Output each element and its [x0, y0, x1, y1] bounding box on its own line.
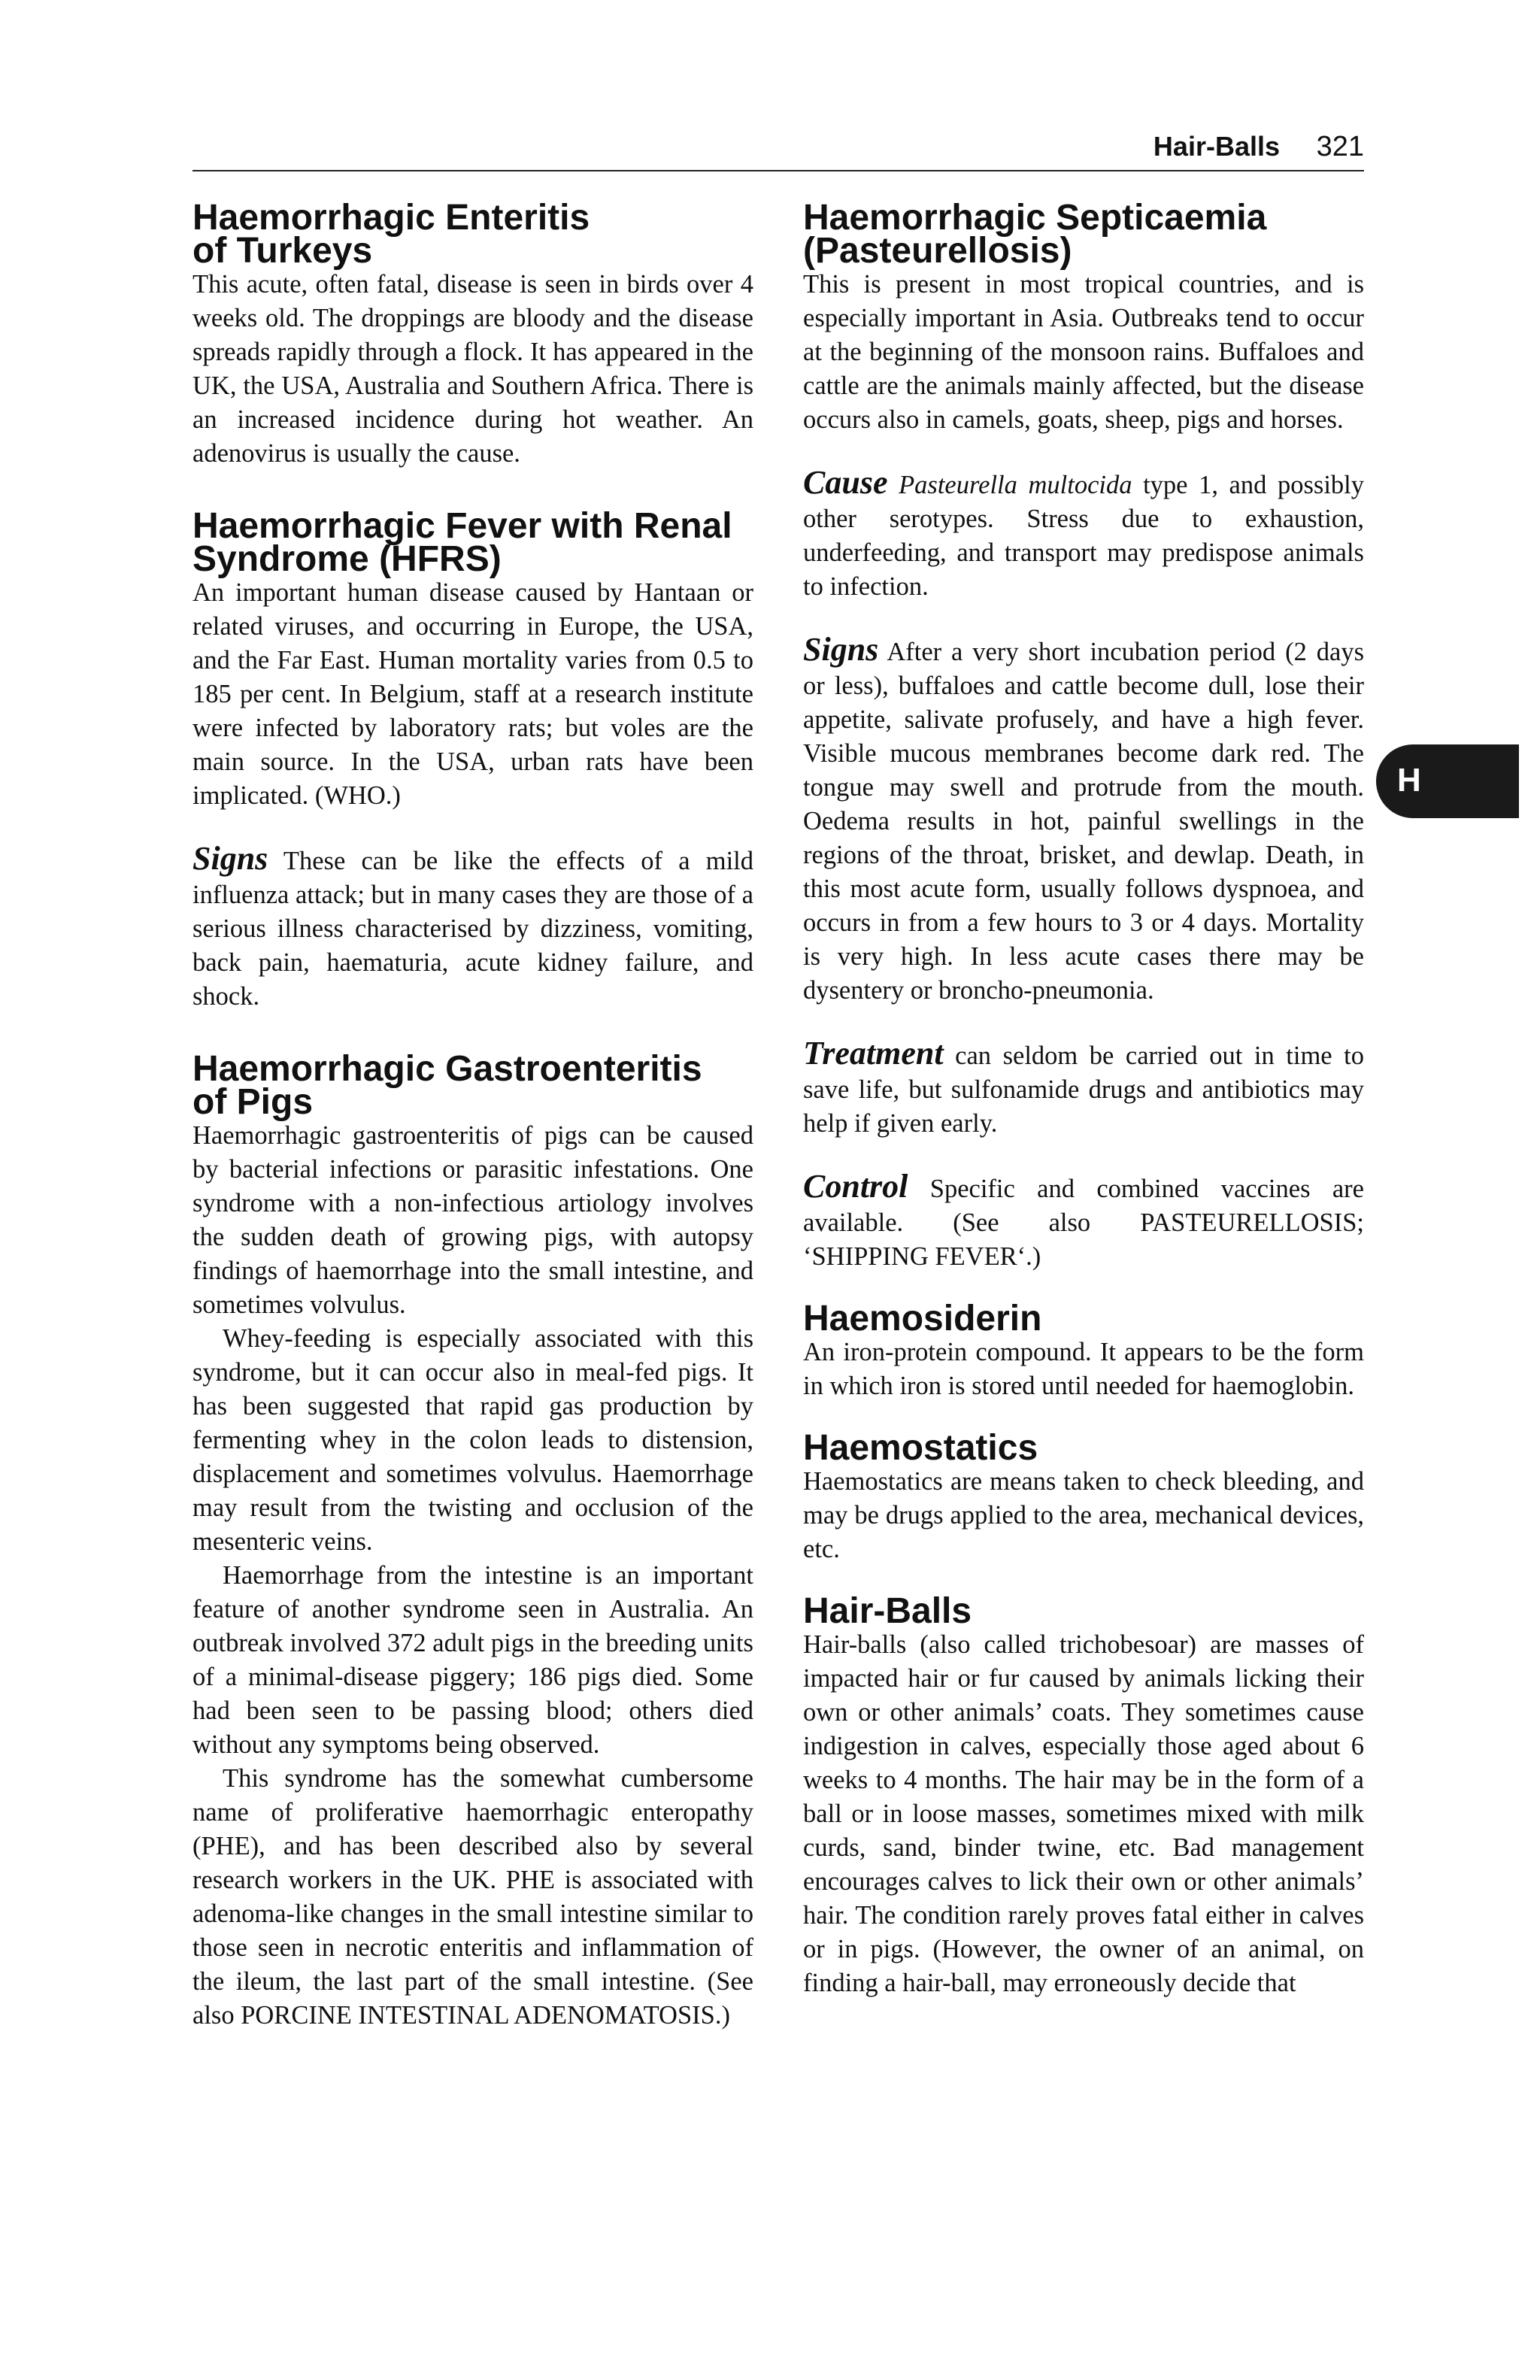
subheading-signs: Signs	[192, 840, 268, 877]
signs-text: After a very short incubation period (2 days or less), buffaloes and cattle become dull, lose their appetite, salivate profusely, and have a high fever. Visible mucous membranes become dark red. The tongue may swell and protrude from the mouth. Oedema results in hot, painful swellings in the regions of the throat, brisket, and dewlap. Death, in this most acute form, usually follows dyspnoea, and occurs in from a few hours to 3 or 4 days. Mortality is very high. In less acute cases there may be dysentery or broncho-pneumonia.	[803, 638, 1364, 1005]
cross-reference: PORCINE INTESTINAL ADENOMATOSIS	[234, 2001, 715, 2030]
entry-title-gastroenteritis	[192, 1049, 753, 1122]
gastro-p4-end: .)	[714, 2001, 730, 2030]
entry-body-hfrs: An important human disease caused by Hantaan or related viruses, and occurring in Europe, the USA, and the Far East. Human mortality varies from 0.5 to 185 per cent. In Belgium, staff at a research institute were infected by laboratory rats; but voles are the main source. In the USA, urban rats have been implicated. (WHO.)	[192, 578, 753, 810]
gastro-paragraph-1: Haemorrhagic gastroenteritis of pigs can be caused by bacterial infections or parasitic infestations. One syndrome with a non-infectious artiology involves the sudden death of growing pigs, with autopsy findings of haemorrhage into the small intestine, and sometimes volvulus.	[192, 1121, 753, 1319]
thumb-index-tab	[1376, 744, 1519, 818]
organism-name: Pasteurella multocida	[899, 471, 1132, 499]
hfrs-signs-paragraph	[192, 841, 753, 1014]
entry-title-hair-balls: Hair-Balls	[803, 1591, 972, 1631]
running-head	[192, 128, 1364, 171]
thumb-tab-letter: H	[1397, 762, 1421, 799]
subheading-signs: Signs	[803, 631, 879, 668]
entry-body-haemostatics: Haemostatics are means taken to check bleeding, and may be drugs applied to the area, mechanical devices, etc.	[803, 1467, 1364, 1563]
control-text: Specific and combined vaccines are available. (	[803, 1175, 1364, 1237]
entry-title-line: of Pigs	[192, 1082, 314, 1122]
entry-title-hfrs	[192, 506, 753, 579]
entry-title-line: (Pasteurellosis)	[803, 231, 1072, 271]
gastro-paragraph-4	[192, 1762, 753, 2033]
treatment-text: can seldom be carried out in time to save life, but sulfonamide drugs and antibiotics may help if given early.	[803, 1041, 1364, 1138]
entry-title-enteritis	[192, 198, 753, 271]
page-number: 321	[1316, 131, 1364, 162]
gastro-paragraph-2: Whey-feeding is especially associated with this syndrome, but it can occur also in meal-fed pigs. It has been suggested that rapid gas production by fermenting whey in the colon leads to distension, displacement and sometimes volvulus. Haemorrhage may result from the twisting and occlusion of the mesenteric veins.	[192, 1324, 753, 1556]
septicaemia-signs-paragraph	[803, 632, 1364, 1008]
subheading-control: Control	[803, 1168, 908, 1205]
see-also-label: See also	[192, 1967, 753, 2030]
entry-body-hair-balls: Hair-balls (also called trichobesoar) are masses of impacted hair or fur caused by animals licking their own or other animals’ coats. They sometimes cause indigestion in calves, especially those aged about 6 weeks to 4 months. The hair may be in the form of a ball or in loose masses, sometimes mixed with milk curds, sand, binder twine, etc. Bad management encourages calves to lick their own or other animals’ hair. The condition rarely proves fatal either in calves or in pigs. (However, the owner of an animal, on finding a hair-ball, may erroneously decide that	[803, 1630, 1364, 1997]
entry-title-septicaemia	[803, 198, 1364, 271]
entry-title-line: Haemorrhagic Septicaemia	[803, 198, 1267, 238]
entry-title-line: of Turkeys	[192, 231, 373, 271]
entry-title-haemostatics: Haemostatics	[803, 1428, 1038, 1468]
entry-title-line: Haemorrhagic Gastroenteritis	[192, 1049, 702, 1089]
running-head-title: Hair-Balls	[1153, 131, 1280, 162]
septicaemia-treatment-paragraph	[803, 1036, 1364, 1141]
cross-reference: PASTEURELLOSIS; ‘SHIPPING FEVER‘	[803, 1208, 1364, 1271]
subheading-cause: Cause	[803, 464, 888, 501]
gastro-p4-text: This syndrome has the somewhat cumbersome name of proliferative haemorrhagic enteropathy (PHE), and has been described also by several research workers in the UK. PHE is associated with adenoma-like changes in the small intestine similar to those seen in necrotic enteritis and inflammation of the ileum, the last part of the small intestine. (	[192, 1764, 753, 1996]
entry-body-enteritis: This acute, often fatal, disease is seen in birds over 4 weeks old. The droppings are bloody and the disease spreads rapidly through a flock. It has appeared in the UK, the USA, Australia and Southern Africa. There is an increased incidence during hot weather. An adenovirus is usually the cause.	[192, 270, 753, 468]
entry-title-line: Haemorrhagic Fever with Renal	[192, 506, 732, 546]
hfrs-signs-text: These can be like the effects of a mild influenza attack; but in many cases they are those of a serious illness characterised by dizziness, vomiting, back pain, haematuria, acute kidney failure, and shock.	[192, 847, 753, 1011]
septicaemia-cause-paragraph	[803, 465, 1364, 604]
entry-body-haemosiderin: An iron-protein compound. It appears to be the form in which iron is stored until needed for haemoglobin.	[803, 1338, 1364, 1400]
subheading-treatment: Treatment	[803, 1035, 944, 1072]
see-also-label: See also	[961, 1208, 1091, 1237]
entry-body-septicaemia: This is present in most tropical countries, and is especially important in Asia. Outbreaks tend to occur at the beginning of the monsoon rains. Buffaloes and cattle are the animals mainly affected, but the disease occurs also in camels, goats, sheep, pigs and horses.	[803, 270, 1364, 434]
gastro-paragraph-3: Haemorrhage from the intestine is an important feature of another syndrome seen in Australia. An outbreak involved 372 adult pigs in the breeding units of a minimal-disease piggery; 186 pigs died. Some had been seen to be passing blood; others died without any symptoms being observed.	[192, 1561, 753, 1759]
cause-text: type 1, and possibly other serotypes. Stress due to exhaustion, underfeeding, and transport may predispose animals to infection.	[803, 471, 1365, 601]
entry-title-haemosiderin: Haemosiderin	[803, 1299, 1042, 1339]
entry-title-line: Haemorrhagic Enteritis	[192, 198, 590, 238]
left-column	[192, 198, 753, 2033]
control-end: .)	[1026, 1242, 1041, 1271]
entry-title-line: Syndrome (HFRS)	[192, 539, 502, 579]
right-column	[803, 198, 1365, 2000]
septicaemia-control-paragraph	[803, 1169, 1364, 1274]
